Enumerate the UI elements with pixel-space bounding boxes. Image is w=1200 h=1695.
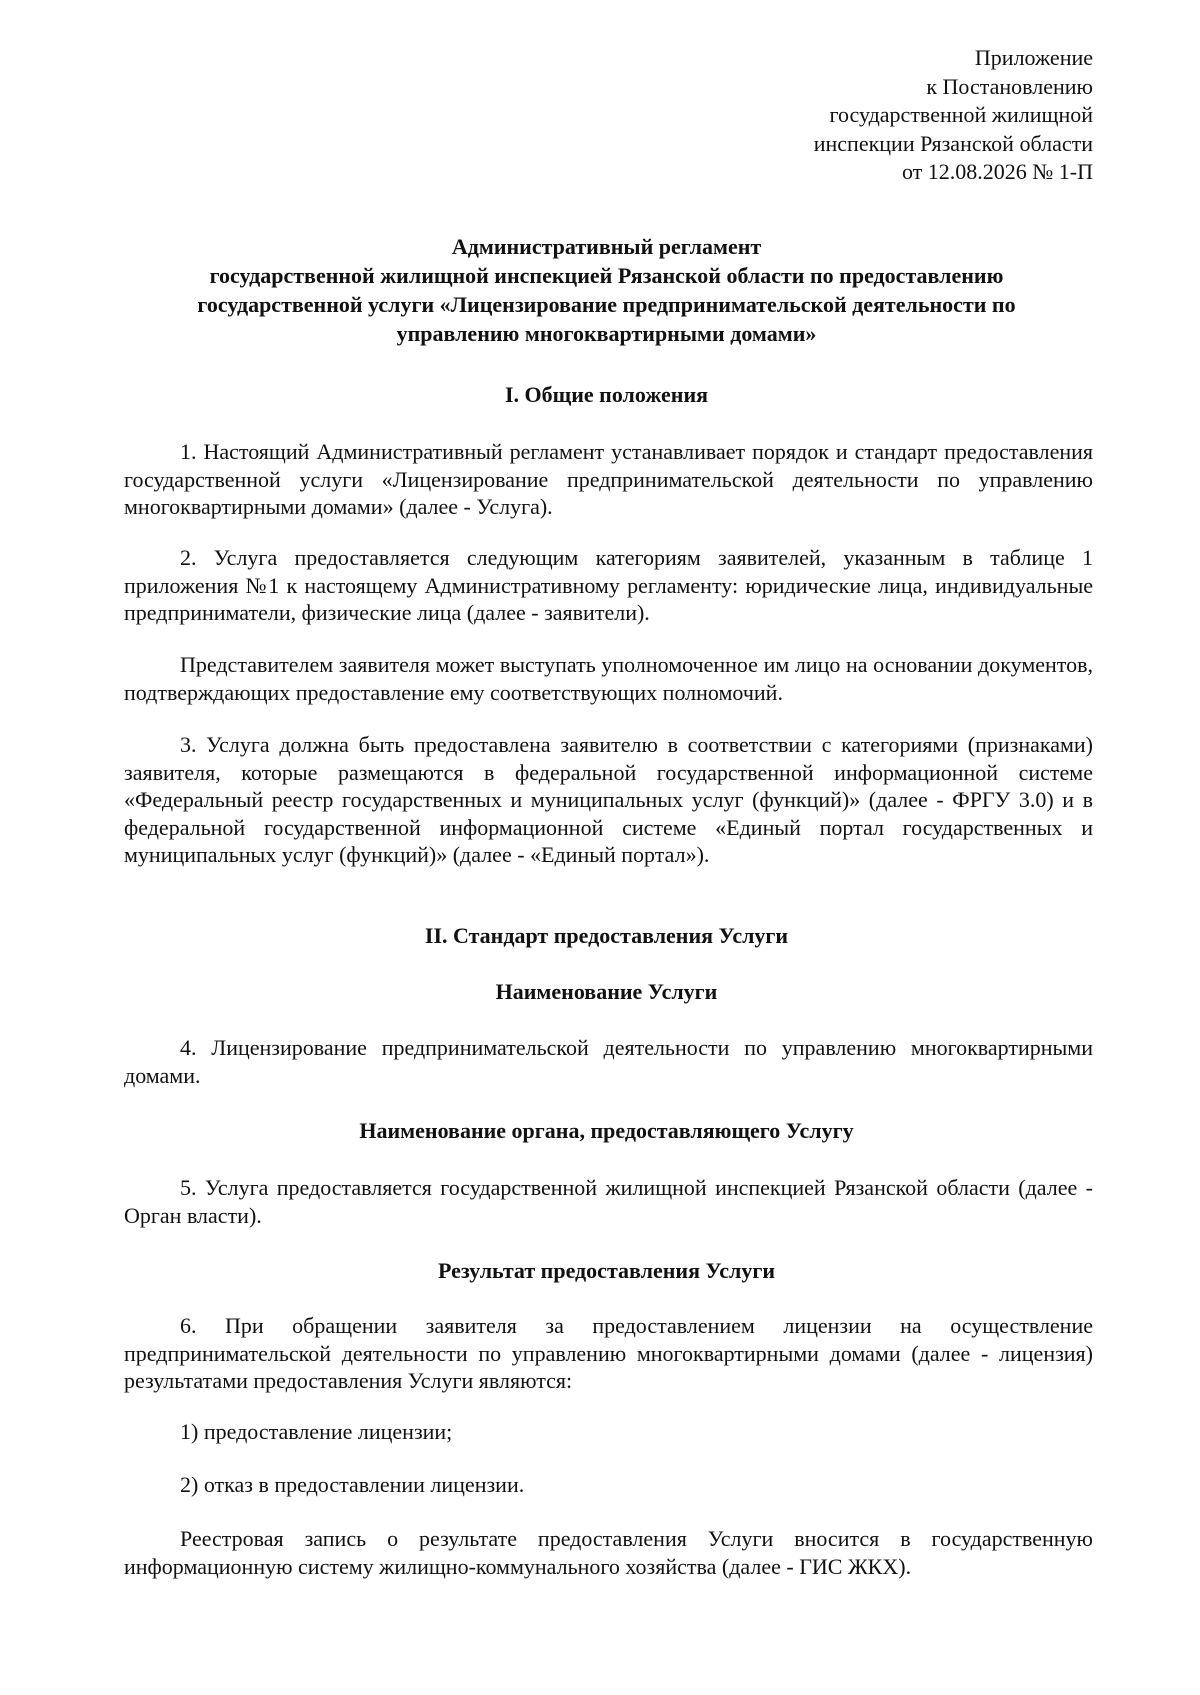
- paragraph-registry: Реестровая запись о результате предоставления Услуги вносится в государственную информационную систему жилищно-коммунального хозяйства (далее - ГИС ЖКХ).: [124, 1526, 1093, 1579]
- paragraph-2: 2. Услуга предоставляется следующим категориям заявителей, указанным в таблице 1 приложения №1 к настоящему Административному регламенту: юридические лица, индивидуальные предприниматели, физические лица (далее - заявители).: [124, 545, 1093, 625]
- subheading-result: Результат предоставления Услуги: [437, 1258, 776, 1283]
- document-title: [120, 232, 1093, 348]
- paragraph-5: 5. Услуга предоставляется государственной жилищной инспекцией Рязанской области (далее - Орган власти).: [124, 1175, 1093, 1228]
- paragraph-3: 3. Услуга должна быть предоставлена заявителю в соответствии с категориями (признаками) заявителя, которые размещаются в федеральной государственной информационной системе «Федеральный реестр государственных и муниципальных услуг (функций)» (далее - ФРГУ 3.0) и в федеральной государственной информационной системе «Единый портал государственных и муниципальных услуг (функций)» (далее - «Единый портал»).: [124, 732, 1093, 867]
- paragraph-6: 6. При обращении заявителя за предоставлением лицензии на осуществление предпринимательской деятельности по управлению многоквартирными домами (далее - лицензия) результатами предоставления Услуги являются:: [124, 1313, 1093, 1393]
- appendix-line: государственной жилищной: [829, 102, 1093, 127]
- paragraph-representative: Представителем заявителя может выступать уполномоченное им лицо на основании документов, подтверждающих предоставление ему соответствующих полномочий.: [124, 652, 1093, 705]
- section-heading-standard: II. Стандарт предоставления Услуги: [424, 923, 789, 948]
- section-heading-general: I. Общие положения: [504, 382, 709, 407]
- paragraph-4: 4. Лицензирование предпринимательской деятельности по управлению многоквартирными домами.: [124, 1035, 1093, 1088]
- subheading-authority: Наименование органа, предоставляющего Услугу: [359, 1118, 854, 1143]
- appendix-line: Приложение: [974, 45, 1093, 70]
- title-line: государственной услуги «Лицензирование предпринимательской деятельности по: [197, 292, 1016, 317]
- title-line: государственной жилищной инспекцией Рязанской области по предоставлению: [209, 263, 1004, 288]
- appendix-block: [814, 44, 1093, 187]
- appendix-line: к Постановлению: [926, 73, 1093, 99]
- list-item-2: 2) отказ в предоставлении лицензии.: [180, 1472, 525, 1497]
- appendix-line: от 12.08.2026 № 1-П: [901, 159, 1093, 184]
- list-item-1: 1) предоставление лицензии;: [180, 1419, 453, 1444]
- title-line: Административный регламент: [451, 234, 762, 259]
- paragraph-1: 1. Настоящий Административный регламент устанавливает порядок и стандарт предоставления государственной услуги «Лицензирование предпринимательской деятельности по управлению многоквартирными домами» (далее - Услуга).: [124, 439, 1093, 519]
- appendix-line: инспекции Рязанской области: [813, 130, 1093, 156]
- title-line: управлению многоквартирными домами»: [396, 321, 817, 346]
- subheading-service-name: Наименование Услуги: [495, 979, 718, 1004]
